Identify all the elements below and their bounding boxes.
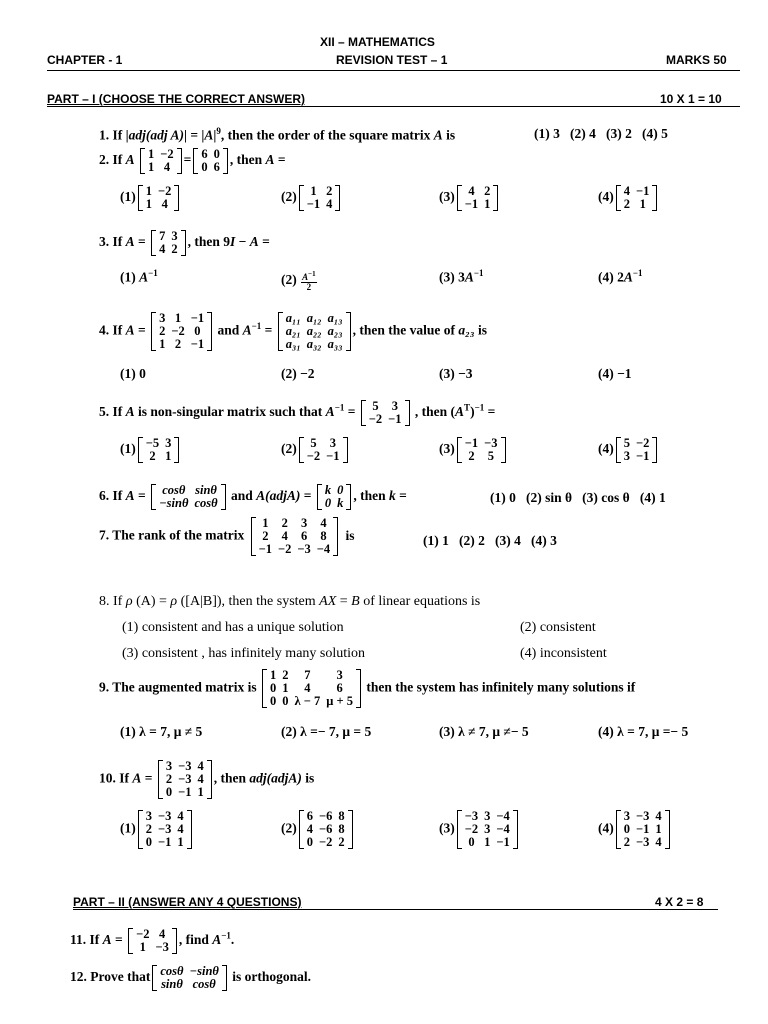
- matrix-cell: 3: [336, 668, 343, 682]
- question-3: 3. If A = 7 3 4 2 , then 9I − A =: [99, 229, 270, 256]
- matrix-cell: 2: [326, 184, 333, 198]
- matrix-cell: cosθ: [194, 496, 218, 510]
- matrix-cell: 2: [338, 835, 345, 849]
- matrix-cell: −3: [158, 822, 172, 836]
- matrix-cell: 0: [213, 147, 220, 161]
- matrix-cell: k: [337, 496, 344, 510]
- matrix-cell: −2: [319, 835, 333, 849]
- matrix: [457, 810, 518, 849]
- matrix-cell: −2: [464, 822, 479, 836]
- matrix-right-bracket: [335, 185, 340, 211]
- matrix: [299, 437, 348, 463]
- matrix-cell: 0: [201, 160, 208, 174]
- matrix-right-bracket: [348, 810, 353, 849]
- matrix-cell: 2: [171, 242, 178, 256]
- matrix-cell: 7: [304, 668, 311, 682]
- matrix-cell: 2: [262, 529, 269, 543]
- matrix-cell: −3: [464, 809, 479, 823]
- matrix-cell: 4: [655, 809, 662, 823]
- matrix-cell: 3: [329, 436, 336, 450]
- matrix-cell: a₁₁: [285, 311, 301, 325]
- matrix-cell: 2: [145, 822, 152, 836]
- matrix: [151, 312, 212, 351]
- matrix-right-bracket: [652, 185, 657, 211]
- matrix-cell: 3: [159, 311, 166, 325]
- question-9-option-3: (3) λ ≠ 7, μ ≠− 5: [439, 724, 529, 739]
- question-3-option-2: (2) $\frac{A^{-1}}{2}$: [281, 270, 316, 292]
- matrix-cell: −1: [636, 184, 650, 198]
- matrix-cell: 4: [304, 681, 311, 695]
- matrix-right-bracket: [333, 517, 338, 556]
- matrix-cell: 6: [336, 681, 343, 695]
- matrix-cell: 0: [306, 835, 313, 849]
- matrix-cell: 3: [623, 449, 630, 463]
- matrix-cell: cosθ: [192, 977, 216, 991]
- matrix-cell: 1: [148, 160, 155, 174]
- question-4-option-4: (4) −1: [598, 366, 632, 381]
- question-6-options: (1) 0 (2) sin θ (3) cos θ (4) 1: [490, 490, 666, 505]
- matrix-right-bracket: [207, 760, 212, 799]
- matrix-cell: 1: [484, 835, 491, 849]
- matrix-cell: 4: [159, 242, 166, 256]
- matrix: [299, 810, 353, 849]
- matrix-cell: 4: [320, 516, 327, 530]
- matrix-cell: 6: [300, 529, 308, 543]
- matrix-cell: −3: [484, 436, 498, 450]
- matrix-cell: 4: [623, 184, 630, 198]
- matrix-cell: −sinθ: [159, 496, 189, 510]
- matrix-cell: μ + 5: [326, 694, 353, 708]
- matrix: [457, 437, 506, 463]
- matrix: [262, 669, 361, 708]
- matrix-right-bracket: [172, 928, 177, 954]
- matrix-cell: 4: [159, 927, 166, 941]
- matrix-cell: 2: [281, 516, 288, 530]
- part1-marks: 10 X 1 = 10: [660, 92, 722, 106]
- matrix-cell: −1: [306, 197, 321, 211]
- question-1-options: (1) 3 (2) 4 (3) 2 (4) 5: [534, 126, 668, 141]
- matrix-right-bracket: [221, 484, 226, 510]
- matrix-cell: 1: [177, 835, 184, 849]
- question-5-option-1: (1) −5 3 2 1: [120, 437, 181, 463]
- matrix-cell: sinθ: [161, 977, 183, 991]
- question-3-option-3: (3) $3A^{-1}$: [439, 268, 484, 285]
- matrix-cell: 3: [165, 436, 172, 450]
- matrix-cell: 1: [655, 822, 662, 836]
- question-8: 8. If ρ (A) = ρ ([A|B]), then the system AX = B of linear equations is: [99, 594, 481, 609]
- matrix-cell: −1: [190, 311, 205, 325]
- matrix-right-bracket: [652, 437, 657, 463]
- matrix-cell: 0: [468, 835, 475, 849]
- matrix-cell: −1: [464, 436, 479, 450]
- matrix-cell: 1: [310, 184, 317, 198]
- question-4-option-3: (3) −3: [439, 366, 473, 381]
- matrix-cell: 5: [372, 399, 379, 413]
- matrix: [158, 760, 212, 799]
- matrix: [128, 928, 177, 954]
- question-2: 2. If A 1 −2 1 4 = 6 0 0 6 , then A =: [99, 147, 286, 174]
- matrix-cell: 2: [623, 197, 630, 211]
- matrix-cell: 4: [177, 822, 184, 836]
- question-8-option-4: (4) inconsistent: [520, 646, 607, 661]
- matrix-right-bracket: [493, 185, 498, 211]
- marks-label: MARKS 50: [666, 53, 727, 67]
- matrix-cell: 3: [391, 399, 398, 413]
- matrix-cell: 3: [145, 809, 152, 823]
- matrix: [457, 185, 499, 211]
- matrix-cell: −6: [319, 822, 333, 836]
- matrix: [361, 400, 410, 426]
- matrix: [193, 148, 228, 174]
- question-7-options: (1) 1 (2) 2 (3) 4 (4) 3: [423, 533, 557, 548]
- matrix-cell: 0: [165, 785, 173, 799]
- matrix-cell: 6: [306, 809, 313, 823]
- question-8-option-1: (1) consistent and has a unique solution: [122, 620, 344, 635]
- header-divider: [47, 70, 740, 71]
- matrix-cell: a₁₂: [306, 311, 322, 325]
- matrix-cell: −4: [496, 822, 510, 836]
- matrix-cell: 2: [149, 449, 156, 463]
- matrix-cell: 1: [197, 785, 204, 799]
- matrix-cell: 2: [468, 449, 475, 463]
- matrix-cell: 1: [159, 337, 166, 351]
- matrix-cell: 0: [623, 822, 630, 836]
- matrix-cell: 4: [655, 835, 662, 849]
- matrix-cell: −1: [464, 197, 479, 211]
- question-3-option-4: (4) $2A^{-1}$: [598, 268, 643, 285]
- matrix-cell: 4: [281, 529, 288, 543]
- matrix: [251, 517, 339, 556]
- matrix-right-bracket: [346, 484, 351, 510]
- question-4-option-1: (1) 0: [120, 366, 146, 381]
- question-7: 7. The rank of the matrix 1 2 3 4 2 4 6 8 −1 −2 −3 −4 is: [99, 516, 355, 556]
- matrix-cell: −2: [160, 147, 174, 161]
- matrix-right-bracket: [174, 437, 179, 463]
- question-2-option-3: (3) 4 2 −1 1: [439, 185, 500, 211]
- matrix-cell: a₂₃: [327, 324, 343, 338]
- matrix-right-bracket: [501, 437, 506, 463]
- question-4: 4. If A = 3 1 −1 2 −2 0 1 2 −1 and $A^{-1}$ = a₁₁ a₁₂ a₁₃ a₂₁ a₂₂ a₂₃ a₃₁ a₃₂ a₃₃ , then the value of a₂₃ is: [99, 311, 487, 351]
- matrix-cell: −1: [178, 785, 192, 799]
- matrix-cell: 0: [194, 324, 201, 338]
- matrix-cell: 4: [197, 772, 204, 786]
- question-8-option-3: (3) consistent , has infinitely many solution: [122, 646, 366, 661]
- matrix-cell: −3: [158, 809, 172, 823]
- matrix-cell: −3: [178, 759, 192, 773]
- matrix-cell: a₃₃: [327, 337, 343, 351]
- matrix: [299, 185, 341, 211]
- matrix-right-bracket: [207, 312, 212, 351]
- part2-marks: 4 X 2 = 8: [655, 895, 704, 909]
- matrix-cell: 2: [623, 835, 630, 849]
- matrix-cell: 4: [306, 822, 313, 836]
- matrix-cell: 4: [161, 197, 168, 211]
- matrix-cell: 7: [159, 229, 166, 243]
- matrix-cell: a₂₁: [285, 324, 301, 338]
- matrix-right-bracket: [513, 810, 518, 849]
- chapter-label: CHAPTER - 1: [47, 53, 123, 67]
- fraction: $\frac{A^{-1}}{2}$: [302, 270, 316, 292]
- matrix-cell: −1: [190, 337, 205, 351]
- matrix: [616, 185, 658, 211]
- matrix-cell: 6: [213, 160, 220, 174]
- matrix-cell: 0: [324, 496, 332, 510]
- matrix-cell: 8: [338, 822, 345, 836]
- matrix-cell: −1: [388, 412, 402, 426]
- question-5-option-3: (3) −1 −3 2 5: [439, 437, 508, 463]
- matrix-cell: −4: [496, 809, 510, 823]
- matrix: [152, 965, 227, 991]
- question-2-option-1: (1) 1 −2 1 4: [120, 185, 181, 211]
- question-10-option-3: (3) −3 3 −4 −2 3 −4 0 1 −1: [439, 810, 520, 849]
- matrix-right-bracket: [405, 400, 410, 426]
- question-number: 1.: [99, 127, 110, 143]
- matrix-cell: 3: [165, 759, 173, 773]
- matrix-cell: 2: [159, 324, 166, 338]
- matrix-cell: 1: [174, 311, 182, 325]
- matrix: [616, 810, 670, 849]
- matrix-right-bracket: [187, 810, 192, 849]
- question-10-option-4: (4) 3 −3 4 0 −1 1 2 −3 4: [598, 810, 672, 849]
- question-10-option-2: (2) 6 −6 8 4 −6 8 0 −2 2: [281, 810, 355, 849]
- matrix-cell: −3: [636, 809, 650, 823]
- matrix-cell: −3: [178, 772, 192, 786]
- matrix-cell: 1: [148, 147, 155, 161]
- question-9: 9. The augmented matrix is 1 2 7 3 0 1 4 6 0 0 λ − 7 μ + 5 then the system has infinitely many solutions if: [99, 668, 636, 708]
- matrix-cell: −1: [636, 822, 650, 836]
- matrix-cell: 4: [197, 759, 204, 773]
- matrix-cell: 4: [163, 160, 171, 174]
- matrix-cell: −1: [496, 835, 510, 849]
- matrix-cell: −1: [258, 542, 273, 556]
- matrix-cell: 1: [282, 681, 289, 695]
- matrix-cell: 2: [174, 337, 182, 351]
- matrix-right-bracket: [181, 230, 186, 256]
- matrix-cell: −2: [636, 436, 650, 450]
- matrix-right-bracket: [346, 312, 351, 351]
- matrix-cell: 0: [337, 483, 344, 497]
- question-9-option-4: (4) λ = 7, μ =− 5: [598, 724, 689, 739]
- matrix-cell: 8: [338, 809, 345, 823]
- matrix: [138, 810, 192, 849]
- matrix-cell: −1: [158, 835, 172, 849]
- matrix: [616, 437, 658, 463]
- matrix-cell: 5: [310, 436, 317, 450]
- matrix: [151, 484, 226, 510]
- test-label: REVISION TEST – 1: [336, 53, 448, 67]
- matrix-cell: 1: [262, 516, 269, 530]
- question-1: 1. If |adj(adj $A)| = |A|^9$, then the order of the square matrix A is: [99, 126, 456, 143]
- question-3-option-1: (1) $A^{-1}$: [120, 268, 158, 285]
- matrix-cell: 1: [270, 668, 277, 682]
- matrix-right-bracket: [356, 669, 361, 708]
- matrix-cell: 1: [639, 197, 646, 211]
- question-4-option-2: (2) −2: [281, 366, 315, 381]
- matrix: [151, 230, 186, 256]
- matrix-cell: a₃₂: [306, 337, 322, 351]
- matrix-cell: 5: [623, 436, 630, 450]
- matrix-cell: −3: [297, 542, 311, 556]
- matrix-cell: 0: [145, 835, 152, 849]
- question-9-option-2: (2) λ =− 7, μ = 5: [281, 724, 372, 739]
- matrix-cell: 4: [326, 197, 333, 211]
- matrix-cell: 1: [145, 197, 152, 211]
- question-8-option-2: (2) consistent: [520, 620, 596, 635]
- matrix-cell: sinθ: [195, 483, 217, 497]
- question-2-option-2: (2) 1 2 −1 4: [281, 185, 342, 211]
- question-11: 11. If A = −2 4 1 −3 , find $A^{-1}$.: [70, 927, 235, 954]
- question-5-option-4: (4) 5 −2 3 −1: [598, 437, 659, 463]
- matrix-cell: 8: [320, 529, 327, 543]
- matrix-cell: −2: [158, 184, 172, 198]
- matrix-cell: a₃₁: [285, 337, 301, 351]
- matrix-cell: 1: [484, 197, 491, 211]
- question-6: 6. If A = cosθ sinθ −sinθ cosθ and A(adjA) = k 0 0 k , then k =: [99, 483, 407, 510]
- matrix-cell: 1: [139, 940, 146, 954]
- matrix-cell: 1: [165, 449, 172, 463]
- matrix-cell: −2: [278, 542, 292, 556]
- matrix-cell: 0: [270, 681, 277, 695]
- matrix-right-bracket: [343, 437, 348, 463]
- matrix-right-bracket: [223, 148, 228, 174]
- matrix-cell: −1: [326, 449, 340, 463]
- matrix: [317, 484, 352, 510]
- matrix-cell: 0: [270, 694, 277, 708]
- part1-title: PART – I (CHOOSE THE CORRECT ANSWER): [47, 92, 306, 106]
- matrix-right-bracket: [222, 965, 227, 991]
- matrix: [278, 312, 351, 351]
- matrix-cell: −2: [306, 449, 321, 463]
- part2-divider: [73, 909, 718, 910]
- matrix-cell: −4: [316, 542, 331, 556]
- part1-divider: [47, 106, 740, 107]
- matrix-cell: 3: [171, 229, 178, 243]
- question-10: 10. If A = 3 −3 4 2 −3 4 0 −1 1 , then adj(adjA) is: [99, 759, 315, 799]
- part2-title: PART – II (ANSWER ANY 4 QUESTIONS): [73, 895, 302, 909]
- question-9-option-1: (1) λ = 7, μ ≠ 5: [120, 724, 203, 739]
- matrix-cell: −2: [136, 927, 150, 941]
- matrix-cell: −5: [145, 436, 160, 450]
- matrix-cell: 3: [623, 809, 630, 823]
- matrix: [138, 185, 180, 211]
- matrix-cell: 2: [484, 184, 491, 198]
- matrix-cell: −1: [636, 449, 650, 463]
- question-5: 5. If A is non-singular matrix such that $A^{-1}$ = 5 3 −2 −1 , then $(A^T)^{-1}$ =: [99, 399, 496, 426]
- matrix-right-bracket: [174, 185, 179, 211]
- matrix-right-bracket: [177, 148, 182, 174]
- matrix-cell: cosθ: [160, 964, 184, 978]
- question-10-option-1: (1) 3 −3 4 2 −3 4 0 −1 1: [120, 810, 194, 849]
- matrix-cell: a₁₃: [327, 311, 343, 325]
- matrix-cell: a₂₂: [306, 324, 322, 338]
- question-12: 12. Prove that cosθ −sinθ sinθ cosθ is orthogonal.: [70, 964, 312, 991]
- matrix-cell: 5: [487, 449, 494, 463]
- matrix-right-bracket: [665, 810, 670, 849]
- matrix-cell: −3: [155, 940, 169, 954]
- matrix-cell: −6: [319, 809, 333, 823]
- matrix-cell: 3: [484, 809, 491, 823]
- matrix-cell: 3: [484, 822, 491, 836]
- matrix-cell: −sinθ: [189, 964, 219, 978]
- matrix-cell: −2: [171, 324, 185, 338]
- matrix-cell: λ − 7: [294, 694, 321, 708]
- question-5-option-2: (2) 5 3 −2 −1: [281, 437, 350, 463]
- matrix-cell: 4: [468, 184, 475, 198]
- question-2-option-4: (4) 4 −1 2 1: [598, 185, 659, 211]
- matrix-cell: 2: [282, 668, 289, 682]
- matrix-cell: 0: [282, 694, 289, 708]
- matrix-cell: 3: [300, 516, 308, 530]
- matrix-cell: 4: [177, 809, 184, 823]
- matrix-cell: −2: [368, 412, 383, 426]
- matrix-cell: cosθ: [162, 483, 186, 497]
- matrix: [138, 437, 180, 463]
- matrix-cell: −3: [636, 835, 650, 849]
- matrix-cell: 6: [201, 147, 208, 161]
- matrix: [140, 148, 182, 174]
- document-title: XII – MATHEMATICS: [320, 35, 435, 49]
- matrix-cell: 2: [165, 772, 173, 786]
- matrix-cell: 1: [145, 184, 152, 198]
- matrix-cell: k: [324, 483, 332, 497]
